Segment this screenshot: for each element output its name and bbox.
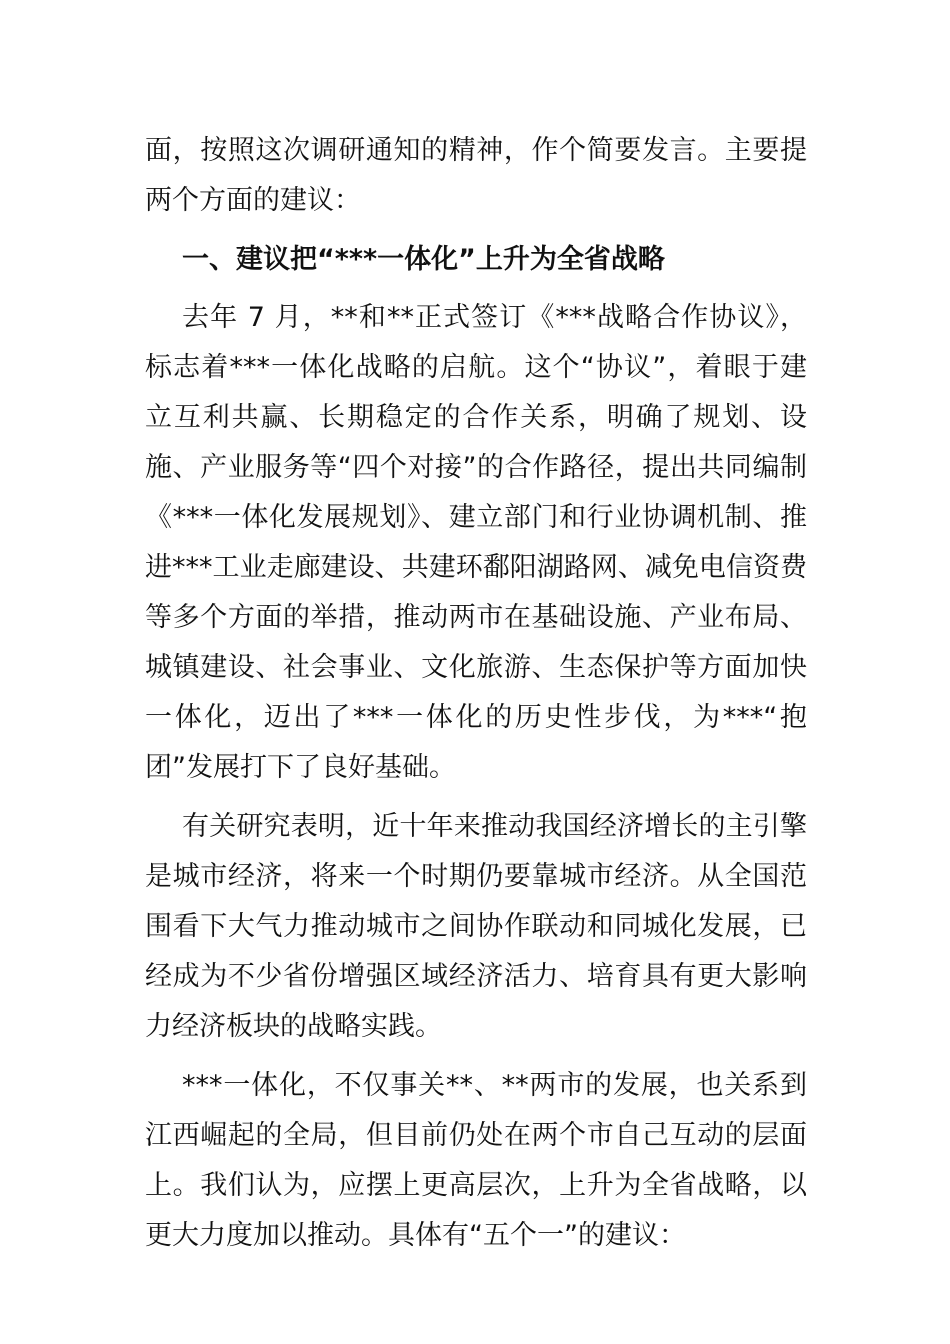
paragraph-intro-continued: 面，按照这次调研通知的精神，作个简要发言。主要提两个方面的建议： <box>145 135 807 216</box>
section-heading-1: 一、建议把“***一体化”上升为全省战略 <box>182 244 665 275</box>
paragraph-integration: ***一体化，不仅事关**、**两市的发展，也关系到江西崛起的全局，但目前仍处在两个市自己互动的层面上。我们认为，应摆上更高层次，上升为全省战略，以更大力度加以推动。具体有“五个一”的建议： <box>145 1070 807 1251</box>
paragraph-research: 有关研究表明，近十年来推动我国经济增长的主引擎是城市经济，将来一个时期仍要靠城市经济。从全国范围看下大气力推动城市之间协作联动和同城化发展，已经成为不少省份增强区域经济活力、培育具有更大影响力经济板块的战略实践。 <box>145 811 807 1042</box>
document-body <box>145 126 807 1261</box>
paragraph-agreement: 去年 7 月，**和**正式签订《***战略合作协议》，标志着***一体化战略的启航。这个“协议”，着眼于建立互利共赢、长期稳定的合作关系，明确了规划、设施、产业服务等“四个对接”的合作路径，提出共同编制《***一体化发展规划》、建立部门和行业协调机制、推进***工业走廊建设、共建环鄱阳湖路网、减免电信资费等多个方面的举措，推动两市在基础设施、产业布局、城镇建设、社会事业、文化旅游、生态保护等方面加快一体化，迈出了***一体化的历史性步伐，为***“抱团”发展打下了良好基础。 <box>145 302 807 783</box>
